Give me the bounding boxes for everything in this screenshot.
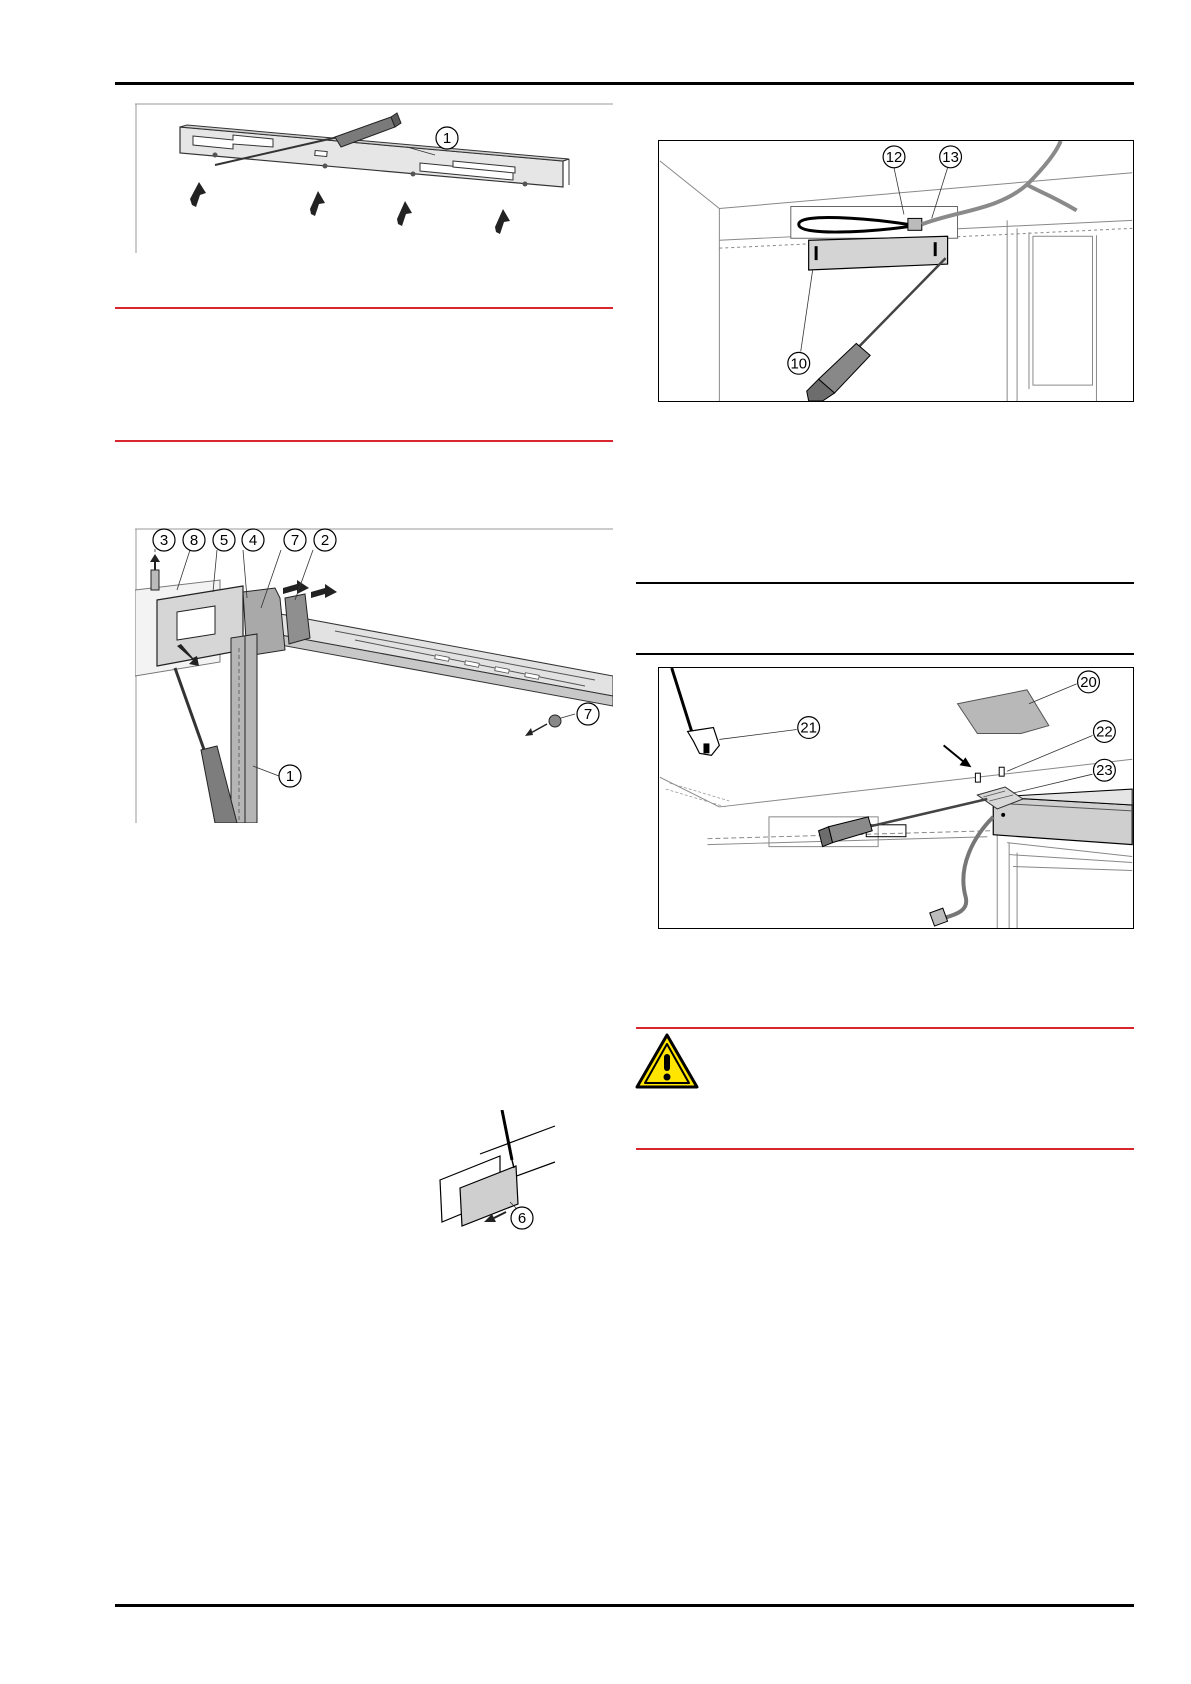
red-rule-right-1	[636, 1027, 1134, 1029]
callout-fig5-23: 23	[1096, 763, 1113, 780]
callout-fig4-13: 13	[942, 149, 959, 166]
callout-fig2-2: 2	[320, 532, 330, 549]
figure-hinge-assembly	[135, 528, 613, 823]
black-rule-right-1	[636, 582, 1134, 584]
callout-fig2-7b: 7	[583, 706, 593, 723]
callout-fig3-6: 6	[517, 1210, 527, 1227]
red-rule-left-1	[115, 307, 613, 309]
figure-ceiling-fixture	[658, 667, 1134, 929]
header-rule	[115, 82, 1134, 85]
callout-fig2-4: 4	[248, 532, 258, 549]
figure-cable-cover	[658, 140, 1134, 402]
callout-fig5-22: 22	[1096, 724, 1113, 741]
push-arrows	[190, 182, 510, 234]
cover-plate	[809, 236, 948, 270]
callout-fig2-3: 3	[159, 532, 169, 549]
callout-fig4-10: 10	[790, 356, 808, 373]
callout-fig1-1: 1	[442, 130, 452, 147]
callout-fig5-20: 20	[1080, 674, 1097, 691]
callout-fig4-12: 12	[885, 149, 903, 166]
callout-fig2-1: 1	[285, 768, 295, 785]
black-rule-right-2	[636, 653, 1134, 655]
callout-fig5-21: 21	[800, 720, 817, 737]
callout-fig2-8: 8	[189, 532, 199, 549]
callout-fig2-5: 5	[219, 532, 229, 549]
red-rule-left-2	[115, 440, 613, 442]
footer-rule	[115, 1604, 1134, 1607]
red-rule-right-2	[636, 1148, 1134, 1150]
warning-triangle-icon	[634, 1032, 700, 1090]
cover-20	[958, 690, 1049, 734]
callout-fig2-7a: 7	[290, 532, 300, 549]
figure-bracket-removal	[135, 103, 613, 253]
figure-cover-removal	[420, 1110, 560, 1230]
